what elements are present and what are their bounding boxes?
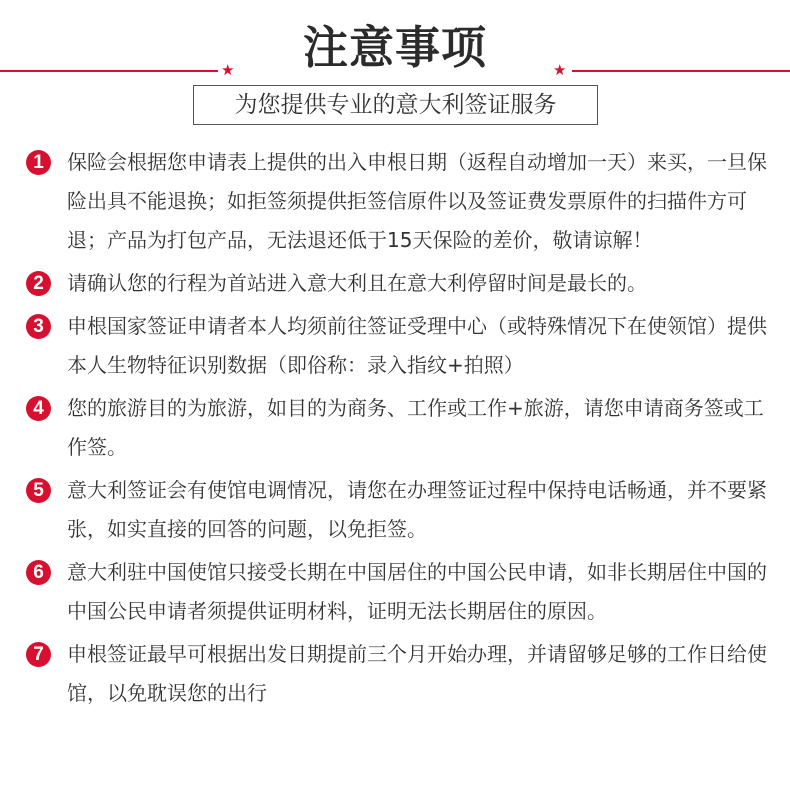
number-4-badge: 4	[26, 396, 51, 421]
notice-text-7: 申根签证最早可根据出发日期提前三个月开始办理，并请留够足够的工作日给使馆，以免耽误您的出行	[67, 642, 767, 705]
number-2-badge: 2	[26, 271, 51, 296]
subtitle-box: 为您提供专业的意大利签证服务	[193, 85, 598, 125]
right-star-icon: ★	[553, 61, 567, 79]
notice-item-4	[26, 389, 776, 467]
notice-text-1: 保险会根据您申请表上提供的出入申根日期（返程自动增加一天）来买，一旦保险出具不能退换；如拒签须提供拒签信原件以及签证费发票原件的扫描件方可退；产品为打包产品，无法退还低于15天保险的差价，敬请谅解！	[67, 150, 767, 252]
notice-item-5	[26, 471, 776, 549]
notice-text-4: 您的旅游目的为旅游，如目的为商务、工作或工作+旅游，请您申请商务签或工作签。	[67, 396, 764, 459]
number-6-badge: 6	[26, 560, 51, 585]
notice-item-2	[26, 264, 776, 303]
left-divider-line	[0, 70, 218, 72]
number-3-badge: 3	[26, 314, 51, 339]
number-7-badge: 7	[26, 642, 51, 667]
number-1-badge: 1	[26, 150, 51, 175]
notice-text-5: 意大利签证会有使馆电调情况，请您在办理签证过程中保持电话畅通，并不要紧张，如实直接的回答的问题，以免拒签。	[67, 478, 767, 541]
notice-item-3	[26, 307, 776, 385]
notice-item-7	[26, 635, 776, 713]
notice-text-3: 申根国家签证申请者本人均须前往签证受理中心（或特殊情况下在使领馆）提供本人生物特征识别数据（即俗称：录入指纹+拍照）	[67, 314, 767, 377]
notice-text-2: 请确认您的行程为首站进入意大利且在意大利停留时间是最长的。	[67, 271, 647, 295]
number-5-badge: 5	[26, 478, 51, 503]
notice-item-1	[26, 143, 776, 260]
left-star-icon: ★	[221, 61, 235, 79]
notice-item-6	[26, 553, 776, 631]
notice-list	[26, 143, 776, 717]
notice-text-6: 意大利驻中国使馆只接受长期在中国居住的中国公民申请，如非长期居住中国的中国公民申请者须提供证明材料，证明无法长期居住的原因。	[67, 560, 767, 623]
page-title: 注意事项	[302, 21, 487, 74]
right-divider-line	[572, 70, 790, 72]
